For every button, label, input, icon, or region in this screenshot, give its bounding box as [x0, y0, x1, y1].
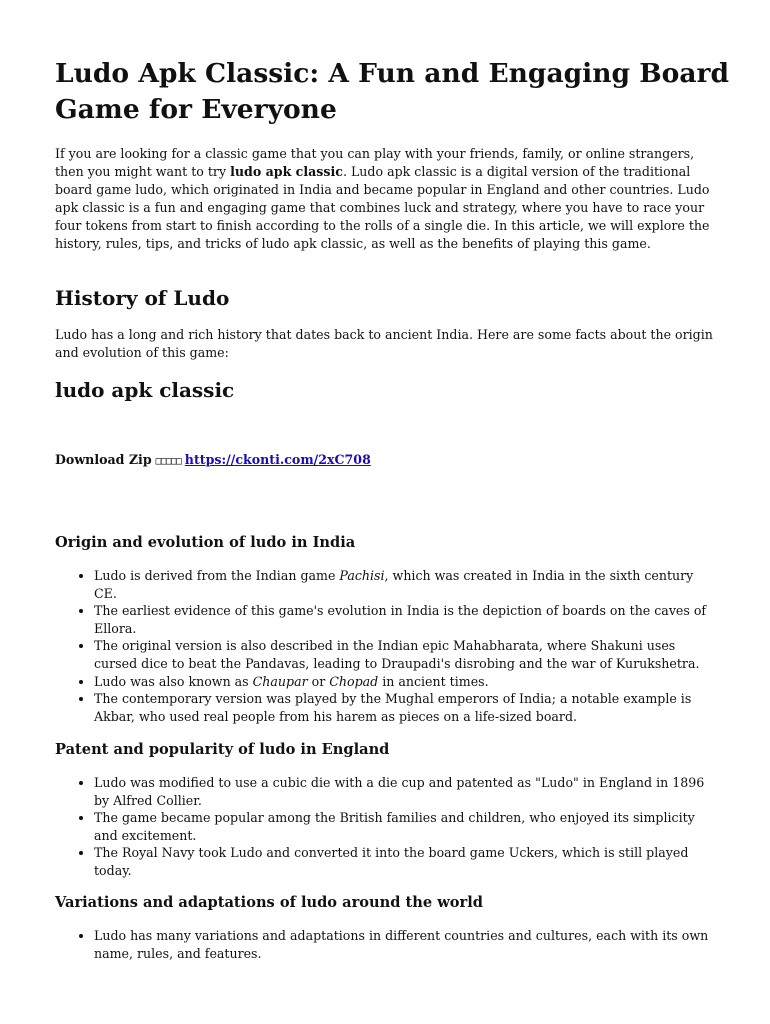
page-title: Ludo Apk Classic: A Fun and Engaging Board Game for Everyone: [55, 58, 729, 125]
list-item-text: , which was created in India in the sixth century CE.: [94, 568, 694, 601]
list-item: • The earliest evidence of this game's evolution in India is the depiction of boards on the caves of Ellora.: [94, 602, 717, 637]
origin-heading: Origin and evolution of ludo in India: [55, 534, 356, 551]
intro-text-end: . Ludo apk classic is a digital version of the traditional board game ludo, which originated in India and became popular in England and other countries. Ludo apk classic is a fun and engaging game that combines luck and strategy, where you have to race your four tokens from start to finish according to the rolls of a single die. In this article, we will explore the history, rules, tips, and tricks of ludo apk classic, as well as the benefits of playing this game.: [55, 163, 710, 251]
list-item: • The Royal Navy took Ludo and converted it into the board game Uckers, which is still played today.: [94, 844, 717, 879]
list-item-text: or: [307, 673, 330, 689]
keyword-heading: ludo apk classic: [55, 378, 235, 402]
list-item-text: Ludo is derived from the Indian game: [94, 568, 340, 583]
patent-heading: Patent and popularity of ludo in England: [55, 741, 390, 758]
list-item-emphasis: Chopad: [329, 673, 379, 689]
variations-heading: Variations and adaptations of ludo around the world: [55, 894, 483, 911]
intro-keyword: ludo apk classic: [230, 163, 343, 179]
intro-text-start: If you are looking for a classic game that you can play with your friends, family, or online strangers, then you might want to try: [55, 146, 695, 179]
list-item: • The game became popular among the British families and children, who enjoyed its simplicity and excitement.: [94, 809, 717, 844]
list-item-text: Ludo was also known as: [94, 673, 253, 689]
intro-paragraph: [55, 145, 720, 252]
patent-list: [55, 774, 717, 880]
list-item: [94, 673, 717, 691]
list-item: • Ludo was modified to use a cubic die with a die cup and patented as "Ludo" in England in 1896 by Alfred Collier.: [94, 774, 717, 809]
list-item-emphasis: Pachisi: [339, 568, 385, 583]
list-item: • Ludo has many variations and adaptations in different countries and cultures, each with its own name, rules, and features.: [94, 927, 717, 962]
list-item: [94, 567, 717, 602]
history-heading: History of Ludo: [55, 286, 230, 310]
list-item: • The original version is also described in the Indian epic Mahabharata, where Shakuni uses cursed dice to beat the Pandavas, leading to Draupadi's disrobing and the war of Kurukshetra.: [94, 637, 717, 672]
list-item-emphasis: Chaupar: [252, 673, 308, 689]
origin-list: [55, 567, 717, 725]
history-intro: Ludo has a long and rich history that dates back to ancient India. Here are some facts about the origin and evolution of this game:: [55, 327, 713, 360]
list-item: • The contemporary version was played by the Mughal emperors of India; a notable example is Akbar, who used real people from his harem as pieces on a life-sized board.: [94, 690, 717, 725]
variations-list: [55, 927, 717, 962]
list-item-text: in ancient times.: [378, 673, 489, 689]
download-line: [55, 451, 371, 471]
download-link[interactable]: https://ckonti.com/2xC708: [184, 452, 371, 467]
download-label: Download Zip: [55, 452, 152, 467]
missing-glyphs: □□□□□: [155, 456, 181, 467]
